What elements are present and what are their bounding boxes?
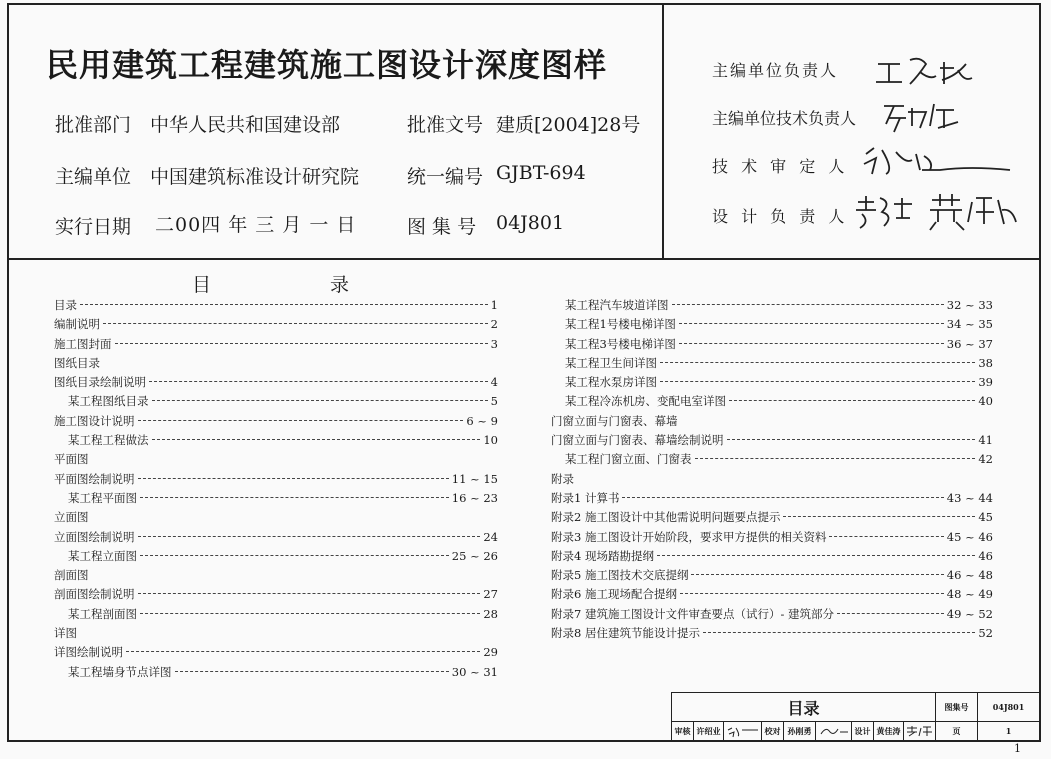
toc-entry-page: 49 ~ 52 xyxy=(946,606,993,621)
toc-entry-label: 某工程工程做法 xyxy=(68,433,149,448)
toc-entry-page: 40 xyxy=(978,394,993,409)
title-block-check-name: 孙刚勇 xyxy=(784,722,816,740)
toc-section-heading xyxy=(54,450,498,469)
toc-entry-page: 46 xyxy=(978,548,993,563)
toc-entry-label: 剖面图绘制说明 xyxy=(54,587,135,602)
toc-entry-label: 附录1 计算书 xyxy=(551,490,620,505)
toc-leader xyxy=(138,478,449,479)
toc-leader xyxy=(837,613,944,614)
toc-entry-page: 48 ~ 49 xyxy=(946,587,993,602)
toc-entry-page: 3 xyxy=(490,336,498,351)
toc-leader xyxy=(660,381,975,382)
title-block-review-label: 审核 xyxy=(672,722,694,740)
toc-entry-page: 34 ~ 35 xyxy=(946,317,993,332)
toc-entry-page: 25 ~ 26 xyxy=(451,548,498,563)
toc-entry-label: 附录6 施工现场配合提纲 xyxy=(551,587,677,602)
signature-tech-reviewer xyxy=(860,140,1020,180)
toc-left-column xyxy=(54,296,498,682)
toc-entry xyxy=(54,663,498,682)
toc-entry xyxy=(54,470,498,489)
toc-leader xyxy=(695,458,976,459)
toc-entry-label: 某工程3号楼电梯详图 xyxy=(565,336,676,351)
toc-entry xyxy=(54,431,498,450)
toc-entry-page: 29 xyxy=(483,645,498,660)
toc-leader xyxy=(175,671,449,672)
toc-entry xyxy=(551,373,993,392)
toc-title-right: 录 xyxy=(330,274,350,296)
toc-entry xyxy=(551,315,993,334)
toc-entry xyxy=(54,335,498,354)
title-block-design-name: 黄佳涛 xyxy=(874,722,904,740)
toc-entry-label: 图纸目录 xyxy=(54,355,100,370)
toc-entry-label: 详图绘制说明 xyxy=(54,645,123,660)
title-block-title: 目录 xyxy=(672,693,936,722)
title-block xyxy=(671,692,1041,741)
title-block-design-label: 设计 xyxy=(852,722,874,740)
title-block-atlas-no-label: 图集号 xyxy=(936,693,978,722)
toc-entry-page: 32 ~ 33 xyxy=(946,298,993,312)
toc-entry-page: 10 xyxy=(483,433,498,448)
toc-section-heading xyxy=(54,566,498,585)
toc-entry xyxy=(54,547,498,566)
toc-entry xyxy=(551,489,993,508)
toc-entry-label: 施工图封面 xyxy=(54,336,112,351)
meta-value-unified-no: GJBT-694 xyxy=(496,162,586,184)
toc-entry xyxy=(54,392,498,411)
toc-leader xyxy=(149,381,488,382)
toc-leader xyxy=(679,323,944,324)
toc-leader xyxy=(152,400,488,401)
toc-entry xyxy=(551,624,993,643)
toc-section-heading xyxy=(551,470,993,489)
signature-design-head xyxy=(852,188,1022,236)
toc-entry-label: 某工程图纸目录 xyxy=(68,394,149,409)
title-block-check-label: 校对 xyxy=(762,722,784,740)
toc-leader xyxy=(140,555,449,556)
meta-value-effective-date: 二00四 年 三 月 一 日 xyxy=(155,214,357,236)
toc-entry-page: 30 ~ 31 xyxy=(451,664,498,679)
toc-leader xyxy=(672,304,944,305)
toc-entry xyxy=(551,392,993,411)
toc-entry-page: 45 xyxy=(978,510,993,525)
toc-entry-label: 施工图设计说明 xyxy=(54,413,135,428)
toc-entry-label: 目录 xyxy=(54,298,77,312)
title-block-page: 1 xyxy=(1005,726,1012,736)
toc-entry xyxy=(551,450,993,469)
title-block-page-label: 页 xyxy=(936,722,978,740)
toc-entry-page: 1 xyxy=(490,298,498,312)
toc-entry xyxy=(551,335,993,354)
page-number: 1 xyxy=(1014,742,1021,755)
toc-leader xyxy=(138,420,464,421)
toc-entry xyxy=(551,547,993,566)
toc-entry xyxy=(551,296,993,315)
meta-value-atlas-no: 04J801 xyxy=(496,212,565,234)
toc-entry-page: 27 xyxy=(483,587,498,602)
toc-entry-label: 剖面图 xyxy=(54,568,89,583)
toc-entry xyxy=(54,296,498,315)
toc-entry xyxy=(551,585,993,604)
toc-entry-page: 6 ~ 9 xyxy=(466,413,498,428)
toc-entry-label: 附录4 现场踏勘提纲 xyxy=(551,548,654,563)
toc-entry xyxy=(551,354,993,373)
header-vertical-divider xyxy=(662,3,664,259)
toc-leader xyxy=(703,632,975,633)
toc-entry-page: 2 xyxy=(490,317,498,332)
toc-entry xyxy=(551,605,993,624)
toc-entry-label: 某工程立面图 xyxy=(68,548,137,563)
toc-entry xyxy=(54,605,498,624)
meta-label-approval-dept: 批准部门 xyxy=(55,114,132,136)
meta-value-approval-doc: 建质[2004]28号 xyxy=(496,114,641,136)
toc-leader xyxy=(126,651,480,652)
meta-label-atlas-no: 图 集 号 xyxy=(407,216,477,238)
toc-entry xyxy=(551,508,993,527)
toc-entry-label: 某工程墙身节点详图 xyxy=(68,664,172,679)
toc-entry xyxy=(551,431,993,450)
toc-entry-page: 11 ~ 15 xyxy=(451,471,498,486)
toc-entry-label: 立面图 xyxy=(54,510,89,525)
signature-chief-unit-head xyxy=(870,50,980,90)
toc-leader xyxy=(680,593,944,594)
toc-section-heading xyxy=(54,354,498,373)
toc-leader xyxy=(691,574,943,575)
toc-leader xyxy=(115,343,488,344)
toc-leader xyxy=(138,593,481,594)
toc-entry-page: 43 ~ 44 xyxy=(946,490,993,505)
toc-entry-label: 平面图绘制说明 xyxy=(54,471,135,486)
toc-entry-label: 某工程水泵房详图 xyxy=(565,375,657,390)
toc-leader xyxy=(138,536,481,537)
toc-entry-label: 平面图 xyxy=(54,452,89,467)
toc-entry-page: 5 xyxy=(490,394,498,409)
toc-leader xyxy=(829,536,943,537)
toc-leader xyxy=(657,555,975,556)
sign-label-tech-reviewer: 技 术 审 定 人 xyxy=(712,157,849,176)
toc-entry-page: 24 xyxy=(483,529,498,544)
page-title: 民用建筑工程建筑施工图设计深度图样 xyxy=(46,46,608,84)
toc-entry-label: 附录3 施工图设计开始阶段，要求甲方提供的相关资料 xyxy=(551,529,827,544)
toc-entry-label: 立面图绘制说明 xyxy=(54,529,135,544)
meta-value-approval-dept: 中华人民共和国建设部 xyxy=(150,114,341,136)
toc-entry-page: 16 ~ 23 xyxy=(451,490,498,505)
toc-entry xyxy=(54,489,498,508)
toc-entry-label: 门窗立面与门窗表、幕墙绘制说明 xyxy=(551,433,724,448)
toc-entry-label: 某工程门窗立面、门窗表 xyxy=(565,452,692,467)
toc-section-heading xyxy=(54,508,498,527)
toc-leader xyxy=(679,343,944,344)
toc-leader xyxy=(727,439,976,440)
toc-entry-label: 某工程冷冻机房、变配电室详图 xyxy=(565,394,726,409)
toc-leader xyxy=(152,439,481,440)
toc-entry-label: 附录2 施工图设计中其他需说明问题要点提示 xyxy=(551,510,781,525)
toc-entry-label: 编制说明 xyxy=(54,317,100,332)
sign-label-chief-tech-head: 主编单位技术负责人 xyxy=(712,109,857,128)
toc-entry xyxy=(551,528,993,547)
toc-entry-label: 图纸目录绘制说明 xyxy=(54,375,146,390)
toc-entry-label: 某工程剖面图 xyxy=(68,606,137,621)
title-block-atlas-no: 04J801 xyxy=(978,693,1039,722)
meta-label-chief-unit: 主编单位 xyxy=(55,166,132,188)
toc-entry xyxy=(54,412,498,431)
toc-leader xyxy=(783,516,975,517)
toc-entry-page: 39 xyxy=(978,375,993,390)
toc-entry xyxy=(54,315,498,334)
title-block-review-name: 许绍业 xyxy=(694,722,724,740)
toc-entry-page: 41 xyxy=(978,433,993,448)
meta-label-unified-no: 统一编号 xyxy=(407,166,484,188)
toc-leader xyxy=(729,400,975,401)
toc-leader xyxy=(660,362,975,363)
toc-entry-label: 某工程卫生间详图 xyxy=(565,355,657,370)
toc-leader xyxy=(140,613,480,614)
toc-entry-label: 附录7 建筑施工图设计文件审查要点（试行）- 建筑部分 xyxy=(551,606,835,621)
toc-entry-page: 38 xyxy=(978,355,993,370)
toc-title-left: 目 xyxy=(192,274,212,296)
toc-entry-page: 46 ~ 48 xyxy=(946,568,993,583)
toc-entry-page: 45 ~ 46 xyxy=(946,529,993,544)
signature-chief-tech-head xyxy=(878,96,968,136)
sign-label-design-head: 设 计 负 责 人 xyxy=(712,207,849,226)
meta-label-approval-doc: 批准文号 xyxy=(407,114,484,136)
toc-section-heading xyxy=(551,412,993,431)
meta-label-effective-date: 实行日期 xyxy=(55,216,132,238)
toc-section-heading xyxy=(54,624,498,643)
toc-leader xyxy=(103,323,488,324)
toc-right-column xyxy=(551,296,993,643)
toc-leader xyxy=(622,497,943,498)
title-block-review-signature xyxy=(724,722,762,740)
header-divider xyxy=(7,258,1041,260)
title-block-design-signature xyxy=(904,722,936,740)
title-block-check-signature xyxy=(816,722,852,740)
toc-leader xyxy=(140,497,449,498)
toc-entry-page: 52 xyxy=(978,626,993,641)
toc-leader xyxy=(80,304,488,305)
toc-entry xyxy=(54,528,498,547)
toc-entry-page: 4 xyxy=(490,375,498,390)
toc-entry-label: 附录5 施工图技术交底提纲 xyxy=(551,568,689,583)
toc-entry-page: 28 xyxy=(483,606,498,621)
toc-entry-page: 42 xyxy=(978,452,993,467)
toc-entry-label: 门窗立面与门窗表、幕墙 xyxy=(551,413,678,428)
toc-entry-label: 附录 xyxy=(551,471,574,486)
meta-value-chief-unit: 中国建筑标准设计研究院 xyxy=(150,166,360,188)
toc-entry-label: 某工程平面图 xyxy=(68,490,137,505)
toc-entry-label: 某工程1号楼电梯详图 xyxy=(565,317,676,332)
sign-label-chief-unit-head: 主编单位负责人 xyxy=(712,61,839,80)
toc-entry-page: 36 ~ 37 xyxy=(946,336,993,351)
toc-entry-label: 某工程汽车坡道详图 xyxy=(565,298,669,312)
toc-entry-label: 附录8 居住建筑节能设计提示 xyxy=(551,626,700,641)
toc-entry-label: 详图 xyxy=(54,626,77,641)
toc-entry xyxy=(54,585,498,604)
toc-entry xyxy=(551,566,993,585)
toc-entry xyxy=(54,643,498,662)
toc-entry xyxy=(54,373,498,392)
